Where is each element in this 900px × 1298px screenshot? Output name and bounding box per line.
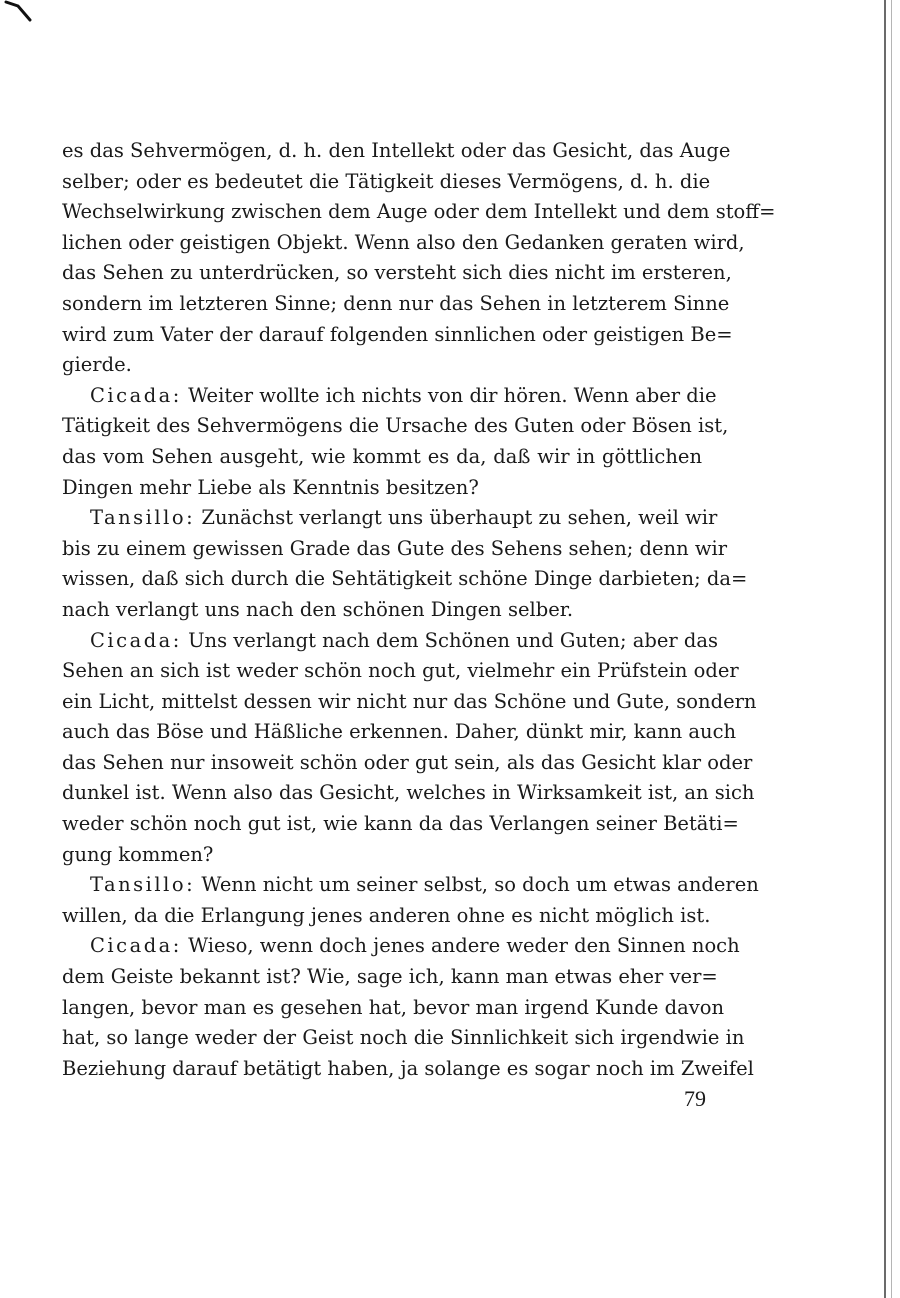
speaker-name: Cicada:	[90, 934, 182, 958]
text-line	[62, 473, 702, 504]
line-text: nach verlangt uns nach den schönen Dingen selber.	[62, 597, 574, 621]
corner-scan-mark	[4, 0, 34, 22]
line-text: Wenn nicht um seiner selbst, so doch um etwas anderen	[195, 873, 759, 897]
line-text: Tätigkeit des Sehvermögens die Ursache des Guten oder Bösen ist,	[62, 414, 729, 438]
text-line	[62, 350, 702, 381]
text-line	[62, 1023, 745, 1054]
line-text: lichen oder geistigen Objekt. Wenn also den Gedanken geraten wird,	[62, 230, 745, 254]
text-line	[62, 717, 737, 748]
line-text: Dingen mehr Liebe als Kenntnis besitzen?	[62, 475, 479, 499]
line-text: wissen, daß sich durch die Sehtätigkeit schöne Dinge darbieten; da=	[62, 567, 748, 591]
text-line	[62, 595, 702, 626]
line-text: Beziehung darauf betätigt haben, ja solange es sogar noch im Zweifel	[62, 1056, 754, 1080]
line-text: gierde.	[62, 353, 132, 377]
text-line	[62, 1054, 754, 1085]
line-text: Wieso, wenn doch jenes andere weder den Sinnen noch	[181, 934, 740, 958]
text-line	[62, 778, 755, 809]
speaker-name: Tansillo:	[90, 506, 196, 530]
text-line	[62, 840, 702, 871]
speaker-name: Cicada:	[90, 628, 182, 652]
line-text: es das Sehvermögen, d. h. den Intellekt oder das Gesicht, das Auge	[62, 139, 731, 162]
scan-edge-line-faint	[891, 0, 892, 1298]
line-text: gung kommen?	[62, 842, 214, 866]
text-line	[62, 534, 728, 565]
text-line	[62, 320, 733, 351]
line-text: wird zum Vater der darauf folgenden sinnlichen oder geistigen Be=	[62, 322, 733, 346]
line-text: hat, so lange weder der Geist noch die Sinnlichkeit sich irgendwie in	[62, 1026, 745, 1050]
line-text: Uns verlangt nach dem Schönen und Guten; aber das	[181, 628, 719, 652]
text-line	[62, 258, 732, 289]
body-text	[62, 136, 776, 1084]
text-line	[62, 962, 718, 993]
line-text: ein Licht, mittelst dessen wir nicht nur das Schöne und Gute, sondern	[62, 689, 757, 713]
line-text: das Sehen nur insoweit schön oder gut sein, als das Gesicht klar oder	[62, 750, 753, 774]
line-text: bis zu einem gewissen Grade das Gute des Sehens sehen; denn wir	[62, 536, 728, 560]
text-line	[62, 656, 739, 687]
text-line	[62, 228, 745, 259]
line-text: sondern im letzteren Sinne; denn nur das Sehen in letzterem Sinne	[62, 291, 730, 315]
text-line	[62, 381, 717, 412]
line-text: das vom Sehen ausgeht, wie kommt es da, daß wir in göttlichen	[62, 444, 702, 468]
line-text: dem Geiste bekannt ist? Wie, sage ich, kann man etwas eher ver=	[62, 965, 718, 989]
page-number: 79	[684, 1086, 706, 1111]
text-line	[62, 411, 729, 442]
text-line	[62, 626, 719, 657]
text-line	[62, 748, 753, 779]
text-line	[62, 993, 725, 1024]
line-text: Wechselwirkung zwischen dem Auge oder dem Intellekt und dem stoff=	[62, 200, 776, 224]
speaker-name: Cicada:	[90, 383, 182, 407]
text-line	[62, 289, 730, 320]
line-text: langen, bevor man es gesehen hat, bevor man irgend Kunde davon	[62, 995, 725, 1019]
text-line	[62, 809, 739, 840]
line-text: willen, da die Erlangung jenes anderen ohne es nicht möglich ist.	[62, 903, 711, 927]
line-text: weder schön noch gut ist, wie kann da das Verlangen seiner Betäti=	[62, 812, 739, 836]
line-text: dunkel ist. Wenn also das Gesicht, welches in Wirksamkeit ist, an sich	[62, 781, 755, 805]
scan-edge-line	[884, 0, 886, 1298]
line-text: das Sehen zu unterdrücken, so versteht sich dies nicht im ersteren,	[62, 261, 732, 285]
text-line	[62, 167, 711, 198]
line-text: Sehen an sich ist weder schön noch gut, vielmehr ein Prüfstein oder	[62, 659, 739, 683]
text-line	[62, 136, 731, 167]
text-line	[62, 870, 759, 901]
text-line	[62, 687, 757, 718]
speaker-name: Tansillo:	[90, 873, 196, 897]
text-line	[62, 503, 718, 534]
text-line	[62, 442, 702, 473]
line-text: selber; oder es bedeutet die Tätigkeit dieses Vermögens, d. h. die	[62, 169, 711, 193]
line-text: Weiter wollte ich nichts von dir hören. Wenn aber die	[181, 383, 717, 407]
text-line	[62, 901, 711, 932]
line-text: auch das Böse und Häßliche erkennen. Daher, dünkt mir, kann auch	[62, 720, 737, 744]
line-text: Zunächst verlangt uns überhaupt zu sehen, weil wir	[195, 506, 718, 530]
text-line	[62, 564, 748, 595]
text-line	[62, 197, 776, 228]
text-line	[62, 931, 740, 962]
